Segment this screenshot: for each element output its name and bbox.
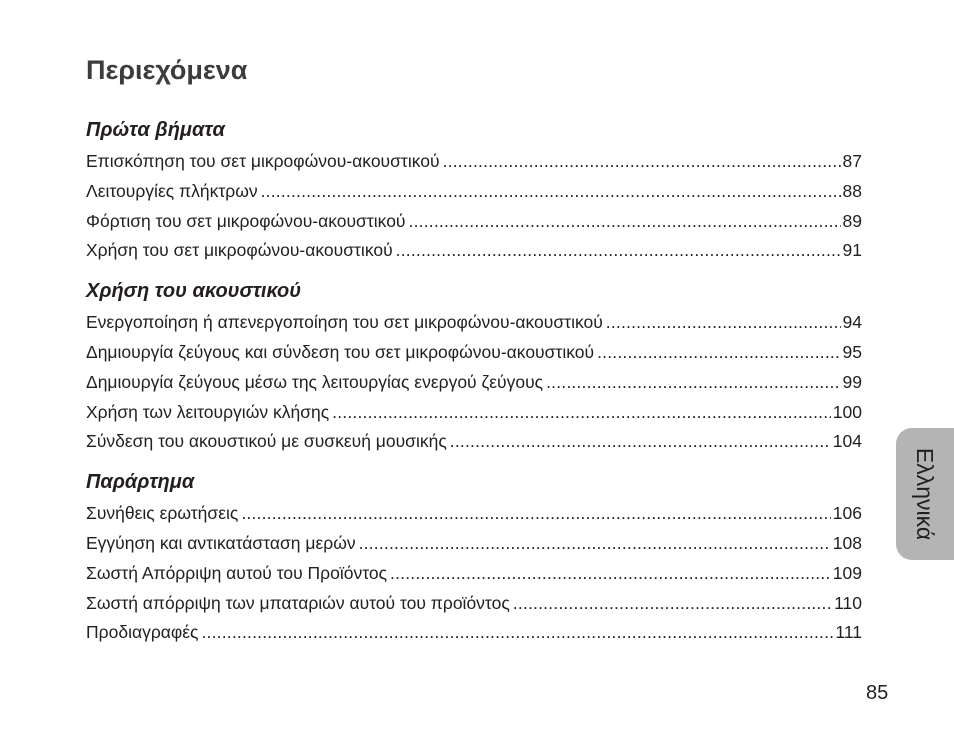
dot-leader bbox=[597, 338, 840, 368]
toc-entry-title: Εγγύηση και αντικατάσταση μερών bbox=[86, 532, 356, 553]
toc-entry-title: Σωστή απόρριψη των μπαταριών αυτού του προϊόντος bbox=[86, 592, 510, 613]
toc-entry[interactable] bbox=[86, 147, 862, 177]
page-title: Περιεχόμενα bbox=[86, 55, 248, 85]
dot-leader bbox=[396, 236, 841, 266]
toc-section-getting-started bbox=[86, 113, 862, 266]
dot-leader bbox=[450, 427, 831, 457]
toc-entry-title: Ενεργοποίηση ή απενεργοποίηση του σετ μικροφώνου-ακουστικού bbox=[86, 312, 603, 333]
toc-entry-title: Χρήση του σετ μικροφώνου-ακουστικού bbox=[86, 240, 393, 261]
toc-section-using-headset bbox=[86, 274, 862, 457]
toc-entry-title: Δημιουργία ζεύγους μέσω της λειτουργίας ενεργού ζεύγους bbox=[86, 371, 544, 392]
toc-section-appendix bbox=[86, 465, 862, 648]
toc-entry-title: Λειτουργίες πλήκτρων bbox=[86, 180, 258, 201]
toc-entry-page: 109 bbox=[832, 562, 862, 583]
toc-entry[interactable] bbox=[86, 529, 862, 559]
toc-entry-page: 108 bbox=[832, 532, 862, 553]
dot-leader bbox=[261, 177, 841, 207]
toc-entry[interactable] bbox=[86, 236, 862, 266]
toc-entry-page: 88 bbox=[842, 180, 862, 201]
dot-leader bbox=[390, 559, 831, 589]
section-heading: Χρήση του ακουστικού bbox=[86, 280, 302, 303]
toc-entry-page: 87 bbox=[842, 151, 862, 171]
section-heading: Παράρτημα bbox=[86, 471, 195, 494]
dot-leader bbox=[201, 618, 833, 648]
toc-entry-page: 110 bbox=[834, 592, 862, 613]
toc-entry[interactable] bbox=[86, 368, 862, 398]
page-number: 85 bbox=[866, 682, 889, 704]
toc-entry-title: Συνήθεις ερωτήσεις bbox=[86, 503, 239, 524]
dot-leader bbox=[443, 147, 841, 177]
dot-leader bbox=[546, 368, 840, 398]
dot-leader bbox=[513, 589, 832, 619]
toc-entry-title: Δημιουργία ζεύγους και σύνδεση του σετ μικροφώνου-ακουστικού bbox=[86, 341, 595, 362]
toc-entry[interactable] bbox=[86, 618, 862, 648]
toc-entry-page: 106 bbox=[832, 503, 862, 524]
toc-entry-title: Φόρτιση του σετ μικροφώνου-ακουστικού bbox=[86, 210, 406, 231]
dot-leader bbox=[359, 529, 831, 559]
toc-entry-page: 99 bbox=[842, 371, 862, 392]
toc-entry-title: Σωστή Απόρριψη αυτού του Προϊόντος bbox=[86, 562, 388, 583]
toc-entry-page: 104 bbox=[832, 431, 862, 452]
dot-leader bbox=[332, 398, 831, 428]
toc-entry[interactable] bbox=[86, 338, 862, 368]
toc-entry[interactable] bbox=[86, 559, 862, 589]
toc-entry[interactable] bbox=[86, 207, 862, 237]
section-heading: Πρώτα βήματα bbox=[86, 119, 225, 141]
toc-entry-title: Προδιαγραφές bbox=[86, 622, 199, 643]
toc-entry-page: 89 bbox=[842, 210, 862, 231]
toc-entry-page: 100 bbox=[832, 401, 862, 422]
toc-entry[interactable] bbox=[86, 427, 862, 457]
toc-entry-page: 95 bbox=[842, 341, 862, 362]
toc-entry-title: Χρήση των λειτουργιών κλήσης bbox=[86, 401, 330, 422]
toc-entry-page: 94 bbox=[842, 312, 862, 333]
toc-entry-title: Σύνδεση του ακουστικού με συσκευή μουσικής bbox=[86, 431, 447, 452]
toc-entry-page: 111 bbox=[835, 622, 862, 643]
dot-leader bbox=[606, 308, 841, 338]
dot-leader bbox=[241, 499, 830, 529]
toc-entry-title: Επισκόπηση του σετ μικροφώνου-ακουστικού bbox=[86, 151, 440, 171]
dot-leader bbox=[409, 207, 841, 237]
language-tab bbox=[896, 428, 954, 560]
table-of-contents bbox=[86, 113, 862, 648]
language-tab-label: Ελληνικά bbox=[912, 447, 938, 541]
toc-entry-page: 91 bbox=[842, 240, 862, 261]
toc-entry[interactable] bbox=[86, 589, 862, 619]
toc-entry[interactable] bbox=[86, 308, 862, 338]
toc-entry[interactable] bbox=[86, 398, 862, 428]
toc-entry[interactable] bbox=[86, 499, 862, 529]
toc-entry[interactable] bbox=[86, 177, 862, 207]
